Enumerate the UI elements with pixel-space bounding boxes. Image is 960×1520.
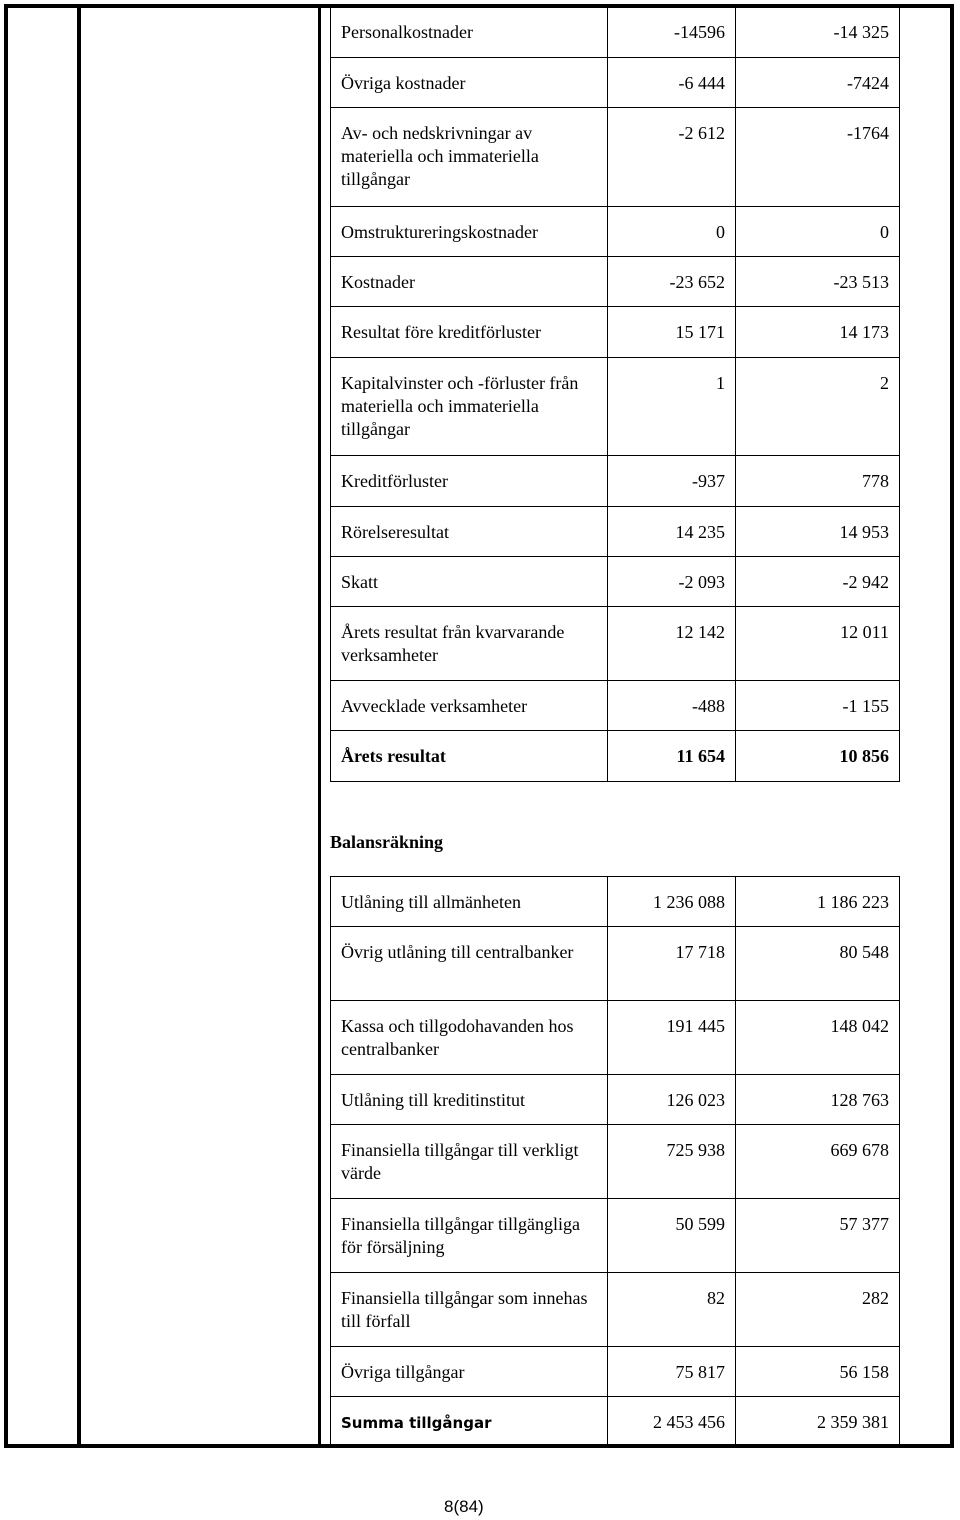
row-label: Skatt	[331, 557, 608, 607]
row-value-previous: 778	[736, 456, 900, 507]
row-label: Avvecklade verksamheter	[331, 681, 608, 731]
row-value-previous: -23 513	[736, 257, 900, 307]
table-row	[331, 207, 900, 257]
row-label: Årets resultat från kvarvarande verksamheter	[331, 607, 608, 681]
table-row	[331, 927, 900, 1001]
row-label: Summa tillgångar	[341, 1414, 492, 1432]
table-row	[331, 1001, 900, 1075]
row-value-current: -6 444	[608, 58, 736, 108]
row-value-current: 12 142	[608, 607, 736, 681]
row-value-previous: 80 548	[736, 927, 900, 1001]
table-row	[331, 108, 900, 207]
row-value-current: -14596	[608, 7, 736, 58]
table-row	[331, 557, 900, 607]
row-label: Finansiella tillgångar som innehas till förfall	[331, 1273, 608, 1347]
table-row	[331, 307, 900, 358]
row-value-current: -2 612	[608, 108, 736, 207]
row-label: Finansiella tillgångar till verkligt värde	[331, 1125, 608, 1199]
table-row	[331, 1199, 900, 1273]
row-value-previous: 2	[736, 358, 900, 456]
row-value-previous: -1764	[736, 108, 900, 207]
row-value-current: 191 445	[608, 1001, 736, 1075]
table-row	[331, 456, 900, 507]
row-value-previous: 0	[736, 207, 900, 257]
row-value-previous: -2 942	[736, 557, 900, 607]
table-row	[331, 358, 900, 456]
table-row	[331, 1273, 900, 1347]
row-value-previous: -14 325	[736, 7, 900, 58]
row-value-current: 75 817	[608, 1347, 736, 1397]
row-label: Årets resultat	[331, 731, 608, 782]
row-label: Av- och nedskrivningar av materiella och immateriella tillgångar	[331, 108, 608, 207]
table-row	[331, 1075, 900, 1125]
row-value-previous: 2 359 381	[736, 1397, 900, 1448]
row-value-current: 11 654	[608, 731, 736, 782]
row-value-previous: 1 186 223	[736, 877, 900, 927]
row-value-current: 15 171	[608, 307, 736, 358]
row-label: Personalkostnader	[331, 7, 608, 58]
row-label: Resultat före kreditförluster	[331, 307, 608, 358]
row-value-previous: 12 011	[736, 607, 900, 681]
row-label: Utlåning till allmänheten	[331, 877, 608, 927]
row-label: Kapitalvinster och -förluster från materiella och immateriella tillgångar	[331, 358, 608, 456]
row-value-previous: 10 856	[736, 731, 900, 782]
row-value-previous: 669 678	[736, 1125, 900, 1199]
row-value-current: -488	[608, 681, 736, 731]
row-label: Kreditförluster	[331, 456, 608, 507]
row-label: Kostnader	[331, 257, 608, 307]
row-label: Kassa och tillgodohavanden hos centralbanker	[331, 1001, 608, 1075]
row-label: Omstruktureringskostnader	[331, 207, 608, 257]
row-value-previous: 56 158	[736, 1347, 900, 1397]
row-value-previous: 148 042	[736, 1001, 900, 1075]
row-label: Rörelseresultat	[331, 507, 608, 557]
row-label: Finansiella tillgångar tillgängliga för försäljning	[331, 1199, 608, 1273]
row-value-current: 126 023	[608, 1075, 736, 1125]
row-value-current: 2 453 456	[608, 1397, 736, 1448]
row-value-current: 0	[608, 207, 736, 257]
row-label: Övrig utlåning till centralbanker	[331, 927, 608, 1001]
table-row	[331, 681, 900, 731]
table-row	[331, 1347, 900, 1397]
row-value-current: 14 235	[608, 507, 736, 557]
balance-sheet-table	[330, 876, 900, 1448]
table-row-total	[331, 1397, 900, 1448]
row-value-current: 82	[608, 1273, 736, 1347]
row-value-previous: -1 155	[736, 681, 900, 731]
row-value-previous: 14 173	[736, 307, 900, 358]
row-value-current: 1	[608, 358, 736, 456]
table-row	[331, 1125, 900, 1199]
row-label: Övriga tillgångar	[331, 1347, 608, 1397]
row-value-current: 725 938	[608, 1125, 736, 1199]
income-statement-table	[330, 6, 900, 782]
section-title: Balansräkning	[330, 832, 444, 852]
row-value-previous: 57 377	[736, 1199, 900, 1273]
row-value-previous: -7424	[736, 58, 900, 108]
row-value-previous: 128 763	[736, 1075, 900, 1125]
table-row	[331, 58, 900, 108]
row-value-current: 1 236 088	[608, 877, 736, 927]
row-value-previous: 282	[736, 1273, 900, 1347]
table-row	[331, 7, 900, 58]
page-number: 8(84)	[444, 1497, 484, 1516]
row-value-previous: 14 953	[736, 507, 900, 557]
table-row-total	[331, 731, 900, 782]
row-value-current: -23 652	[608, 257, 736, 307]
row-value-current: 50 599	[608, 1199, 736, 1273]
row-label: Utlåning till kreditinstitut	[331, 1075, 608, 1125]
table-row	[331, 607, 900, 681]
column-divider-right	[318, 4, 321, 1448]
table-row	[331, 507, 900, 557]
row-value-current: -937	[608, 456, 736, 507]
row-label: Övriga kostnader	[331, 58, 608, 108]
column-divider-left	[77, 4, 81, 1448]
table-row	[331, 877, 900, 927]
table-row	[331, 257, 900, 307]
row-value-current: 17 718	[608, 927, 736, 1001]
row-value-current: -2 093	[608, 557, 736, 607]
